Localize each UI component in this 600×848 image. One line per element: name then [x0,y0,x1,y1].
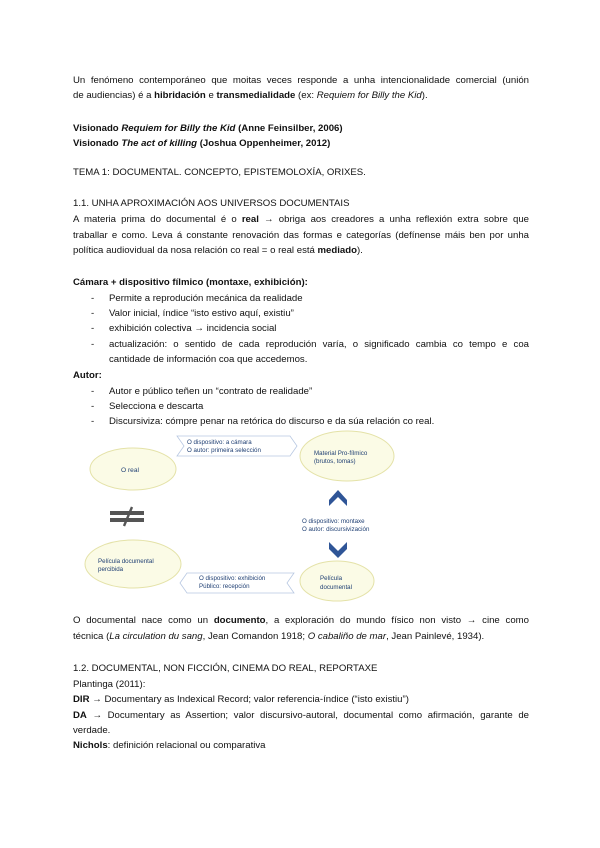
tema-heading: TEMA 1: DOCUMENTAL. CONCEPTO, EPISTEMOLOXÍA, ORIXES. [73,167,366,178]
da-line-1: DA → Documentary as Assertion; valor discursivo-autoral, documental como afirmación, garante de [73,710,529,721]
chevron-down-icon [329,542,347,558]
autor-item-2: Selecciona e descarta [109,401,204,412]
autor-item-3: Discursiviza: cómpre penar na retórica do discurso e da súa relación co real. [109,416,435,427]
dir-line: DIR → Documentary as Indexical Record; valor referencia-índice (“isto existiu”) [73,694,409,705]
visionado-line-2: Visionado The act of killing (Joshua Oppenheimer, 2012) [73,138,331,149]
intro-line-2: de audiencias) é a hibridación e transmedialidade (ex: Requiem for Billy the Kid). [73,90,428,101]
bullet-dash: - [91,386,95,397]
not-equal-slash [124,507,132,526]
label-perceived-1: Película documental [98,558,154,565]
bullet-dash: - [91,416,95,427]
camara-item-4-cont: cantidade de información coa que accedemos. [109,354,308,365]
plantinga-line: Plantinga (2011): [73,679,146,690]
label-material-1: Material Pro-fílmico [314,450,368,457]
section-1-2-heading: 1.2. DOCUMENTAL, NON FICCIÓN, CINEMA DO REAL, REPORTAXE [73,663,378,674]
label-reception: Público: recepción [199,583,250,590]
label-perceived-2: percibida [98,566,124,573]
section-1-1-line-3: política audiovidual da nosa relación co real = o real está mediado). [73,245,363,256]
label-film-2: documental [320,584,352,591]
label-first-selection: O autor: primeira selección [187,447,261,454]
chevron-up-icon [329,490,347,506]
visionado-line-1: Visionado Requiem for Billy the Kid (Anne Feinsilber, 2006) [73,123,343,134]
intro-line-1: Un fenómeno contemporáneo que moitas veces responde a unha intencionalidade comercial (unión [73,75,529,86]
not-equal-bar-top [110,511,144,515]
bullet-dash: - [91,401,95,412]
bullet-dash: - [91,308,95,319]
bullet-dash: - [91,323,95,334]
label-camera-device: O dispositivo: a cámara [187,439,252,446]
section-1-1-line-1: A materia prima do documental é o real → obriga aos creadores a unha reflexión extra sobre que [73,214,529,225]
bullet-dash: - [91,339,95,350]
label-material-2: (brutos, tomas) [314,458,356,465]
label-film-1: Película [320,575,343,582]
label-exhibition-device: O dispositivo: exhibición [199,575,266,582]
autor-item-1: Autor e público teñen un “contrato de realidade” [109,386,313,397]
label-montage-device: O dispositivo: montaxe [302,518,365,525]
bullet-dash: - [91,293,95,304]
documento-line-1: O documental nace como un documento, a exploración do mundo físico non visto → cine como [73,615,529,626]
section-1-1-heading: 1.1. UNHA APROXIMACIÓN AOS UNIVERSOS DOCUMENTAIS [73,198,350,209]
camara-item-1: Permite a reprodución mecánica da realidade [109,293,303,304]
camara-item-4: actualización: o sentido de cada reprodución varía, o significado cambia co tempo e coa [109,339,529,350]
da-line-2: verdade. [73,725,111,736]
camara-label: Cámara + dispositivo fílmico (montaxe, exhibición): [73,277,308,288]
nichols-line: Nichols: definición relacional ou comparativa [73,740,266,751]
label-discursivization: O autor: discursivización [302,526,370,533]
documento-line-2: técnica (La circulation du sang, Jean Comandon 1918; O cabaliño de mar, Jean Painlevé, 1934). [73,631,485,642]
camara-item-3: exhibición colectiva → incidencia social [109,323,277,334]
autor-label: Autor: [73,370,102,381]
section-1-1-line-2: traballar e como. Leva á constante renovación das formas e categorías (defínense máis ben por unha [73,230,529,241]
camara-item-2: Valor inicial, índice “isto estivo aquí, existiu” [109,308,294,319]
label-o-real: O real [121,467,139,474]
